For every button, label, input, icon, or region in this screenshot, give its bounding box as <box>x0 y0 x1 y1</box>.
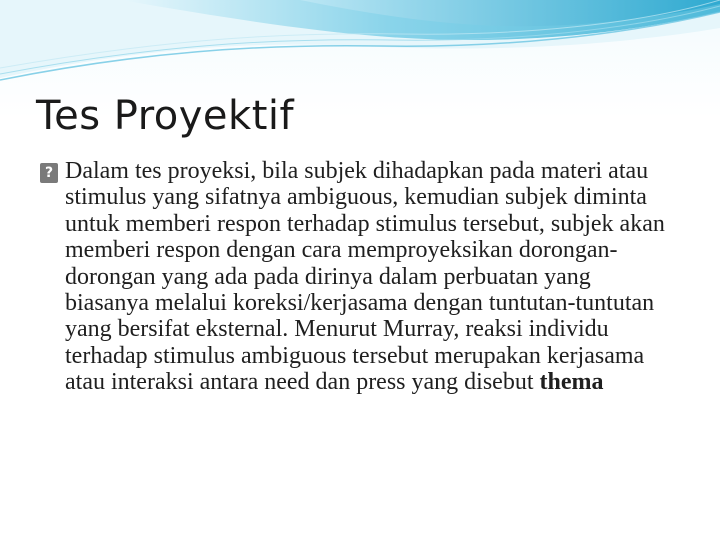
bullet-body-text: Dalam tes proyeksi, bila subjek dihadapkan pada materi atau stimulus yang sifatnya ambiguous, kemudian subjek diminta untuk memberi respon terhadap stimulus tersebut, subjek akan memberi respon dengan cara memproyeksikan dorongan-dorongan yang ada pada dirinya dalam perbuatan yang biasanya melalui koreksi/kerjasama dengan tuntutan-tuntutan yang bersifat eksternal. Menurut Murray, reaksi individu terhadap stimulus ambiguous tersebut merupakan kerjasama atau interaksi antara need dan press yang disebut <box>65 158 665 396</box>
wave-header-decoration <box>0 0 720 90</box>
bullet-text <box>65 158 680 396</box>
slide-title: Tes Proyektif <box>36 93 295 139</box>
bullet-paragraph <box>40 158 680 396</box>
bullet-marker-icon: ? <box>40 163 58 183</box>
bullet-emphasis-text: thema <box>539 369 604 396</box>
